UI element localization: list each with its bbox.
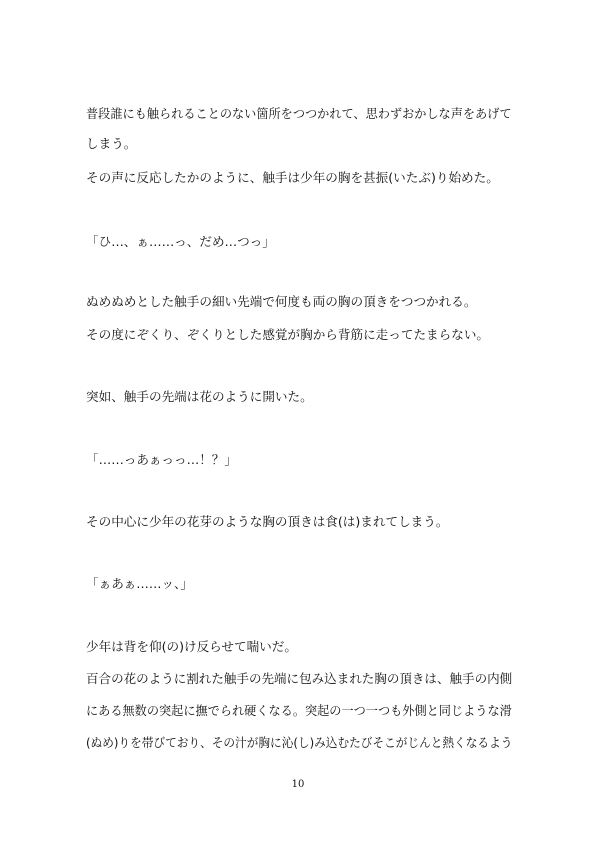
body-text-line: その中心に少年の花芽のような胸の頂きは食(は)まれてしまう。: [86, 514, 449, 529]
body-text-line: 普段誰にも触られることのない箇所をつつかれて、思わずおかしな声をあげて: [86, 106, 512, 121]
dialogue-line: 「ひ…、ぁ……っ、だめ…つっ」: [86, 234, 275, 249]
body-text-line: 突如、触手の先端は花のように開いた。: [86, 389, 313, 404]
body-text-line: (ぬめ)りを帯びており、その汁が胸に沁(し)み込むたびそこがじんと熱くなるよう: [86, 735, 513, 750]
dialogue-line: 「ぁあぁ……ッ、」: [86, 576, 193, 591]
body-text-line: 百合の花のように割れた触手の先端に包み込まれた胸の頂きは、触手の内側: [86, 671, 513, 686]
body-text-line: しまう。: [86, 136, 137, 151]
body-text-line: その度にぞくり、ぞくりとした感覚が胸から背筋に走ってたまらない。: [86, 327, 489, 342]
body-text-line: ぬめぬめとした触手の細い先端で何度も両の胸の頂きをつつかれる。: [86, 294, 477, 309]
dialogue-line: 「……っあぁっっ…！？」: [86, 452, 237, 467]
body-text-line: その声に反応したかのように、触手は少年の胸を甚振(いたぶ)り始めた。: [86, 170, 499, 185]
page-number: 10: [291, 779, 305, 790]
body-text-line: 少年は背を仰(の)け反らせて喘いだ。: [86, 639, 297, 654]
body-text-line: にある無数の突起に撫でられ硬くなる。突起の一つ一つも外側と同じような滑: [86, 703, 512, 718]
